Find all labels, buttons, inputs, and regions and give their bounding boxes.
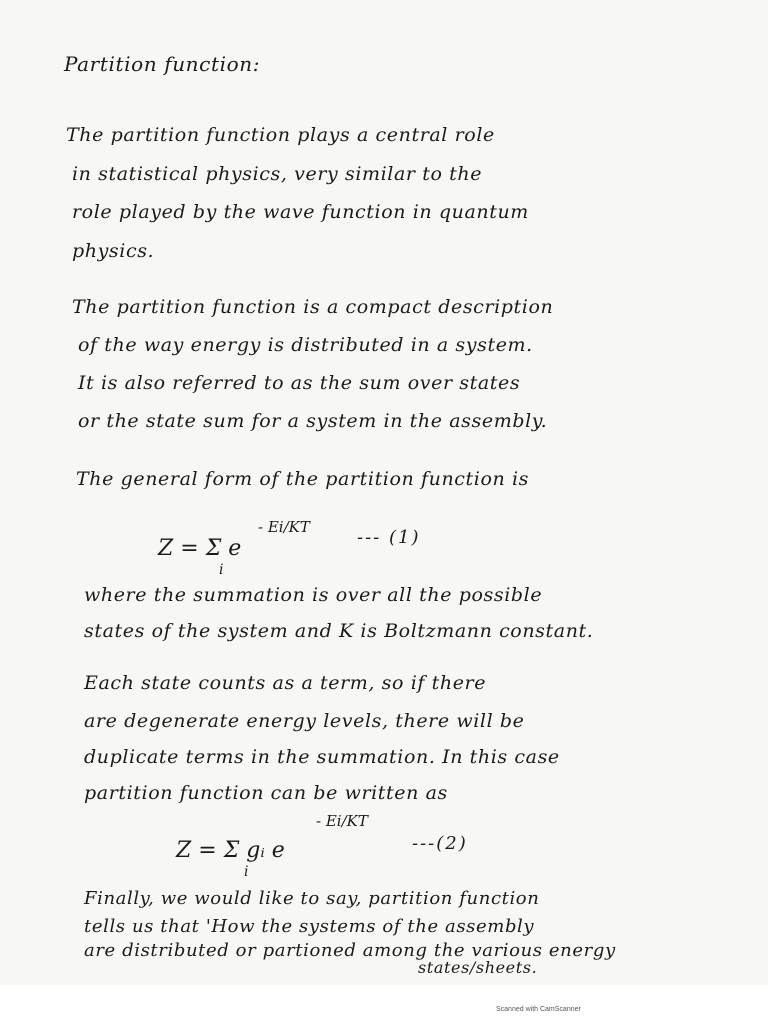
equation-1-exponent: - Ei/KT bbox=[258, 518, 310, 536]
text-line: states/sheets. bbox=[418, 958, 538, 977]
text-line: of the way energy is distributed in a system. bbox=[78, 334, 533, 356]
equation-2-exponent: - Ei/KT bbox=[316, 812, 368, 830]
equation-1-label: --- (1) bbox=[357, 527, 421, 548]
text-line: are distributed or partioned among the various energy bbox=[84, 940, 616, 961]
page-title: Partition function: bbox=[64, 52, 261, 76]
equation-1-lhs: Z = Σ e bbox=[158, 536, 242, 561]
text-line: role played by the wave function in quantum bbox=[72, 201, 529, 223]
text-line: physics. bbox=[72, 240, 155, 262]
equation-2-label: ---(2) bbox=[412, 833, 468, 854]
text-line: The general form of the partition function is bbox=[76, 468, 529, 490]
equation-2-lhs: Z = Σ gᵢ e bbox=[176, 838, 285, 863]
text-line: The partition function is a compact description bbox=[72, 296, 554, 318]
text-line: duplicate terms in the summation. In this case bbox=[84, 746, 560, 768]
footer-strip bbox=[0, 985, 768, 1024]
text-line: or the state sum for a system in the assembly. bbox=[78, 410, 548, 432]
text-line: Each state counts as a term, so if there bbox=[84, 672, 487, 694]
text-line: are degenerate energy levels, there will be bbox=[84, 710, 525, 732]
scanner-watermark: Scanned with CamScanner bbox=[496, 1006, 581, 1013]
text-line: states of the system and K is Boltzmann constant. bbox=[84, 620, 594, 642]
text-line: Finally, we would like to say, partition function bbox=[84, 888, 540, 909]
equation-2-index: i bbox=[244, 864, 249, 880]
text-line: in statistical physics, very similar to the bbox=[72, 163, 483, 185]
equation-1-index: i bbox=[219, 562, 224, 578]
text-line: where the summation is over all the possible bbox=[84, 584, 543, 606]
text-line: The partition function plays a central role bbox=[66, 124, 495, 146]
text-line: partition function can be written as bbox=[84, 782, 448, 804]
text-line: It is also referred to as the sum over states bbox=[78, 372, 521, 394]
text-line: tells us that 'How the systems of the assembly bbox=[84, 916, 535, 937]
